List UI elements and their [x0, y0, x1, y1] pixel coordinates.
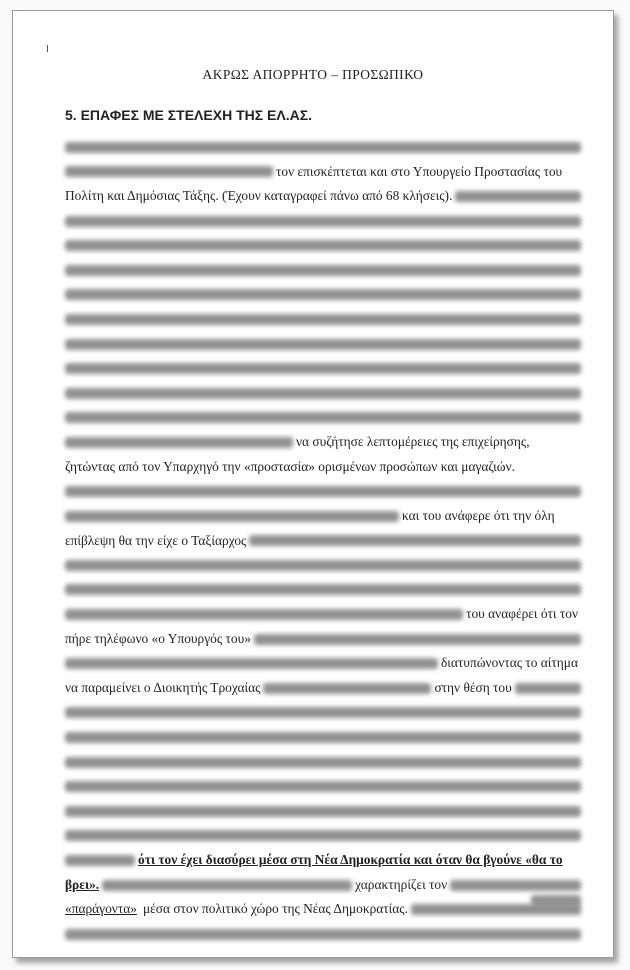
redacted-text: [65, 732, 581, 743]
text-line: [65, 750, 581, 775]
redacted-text: [65, 511, 399, 522]
text-line: [65, 873, 581, 898]
text-fragment: του αναφέρει ότι τον: [466, 606, 578, 622]
body-text: [65, 135, 581, 947]
text-line: [65, 381, 581, 406]
text-line: [65, 848, 581, 873]
text-line: [65, 553, 581, 578]
classification-header: ΑΚΡΩΣ ΑΠΟΡΡΗΤΟ – ΠΡΟΣΩΠΙΚΟ: [202, 67, 424, 82]
redacted-text: [65, 363, 581, 374]
redacted-text: [102, 880, 352, 891]
text-fragment: πήρε τηλέφωνο «ο Υπουργός του»: [65, 630, 251, 646]
underlined-text: ότι τον έχει διασύρει μέσα στη Νέα Δημοκρατία και όταν θα βγούνε «θα το: [138, 852, 563, 868]
text-line: [65, 529, 581, 554]
redacted-text: [65, 609, 463, 620]
text-line: [65, 430, 581, 455]
redacted-text: [455, 191, 581, 202]
text-line: [65, 479, 581, 504]
redacted-text: [450, 880, 581, 891]
redacted-text: [65, 142, 581, 153]
text-line: [65, 725, 581, 750]
redacted-text: [65, 855, 135, 866]
text-fragment: να παραμείνει ο Διοικητής Τροχαίας: [65, 680, 261, 696]
text-line: [65, 233, 581, 258]
text-fragment: στην θέση του: [434, 680, 512, 696]
redacted-text: [254, 634, 581, 645]
redacted-text: [65, 757, 581, 768]
text-line: [65, 922, 581, 947]
text-fragment: μέσα στον πολιτικό χώρο της Νέας Δημοκρατίας.: [142, 901, 408, 917]
text-line: [65, 406, 581, 431]
text-line: [65, 799, 581, 824]
text-fragment: ζητώντας από τον Υπαρχηγό την «προστασία» ορισμένων προσώπων και μαγαζιών.: [65, 458, 515, 474]
redacted-page-number: [531, 895, 581, 906]
text-fragment: διατυπώνοντας το αίτημα: [441, 655, 578, 671]
section-title: 5. ΕΠΑΦΕΣ ΜΕ ΣΤΕΛΕΧΗ ΤΗΣ ΕΛ.ΑΣ.: [65, 107, 312, 123]
document-page: [12, 10, 614, 958]
redacted-text: [65, 339, 581, 350]
text-fragment: επίβλεψη θα την είχε ο Ταξίαρχος: [65, 532, 247, 548]
redacted-text: [65, 830, 581, 841]
text-line: [65, 283, 581, 308]
redacted-text: [65, 437, 293, 448]
redacted-text: [65, 412, 581, 423]
text-fragment: τον επισκέπτεται και στο Υπουργείο Προστασίας του: [276, 163, 563, 179]
redacted-text: [263, 683, 431, 694]
text-line: [65, 651, 581, 676]
redacted-text: [65, 216, 581, 227]
underlined-text: «παράγοντα»: [65, 901, 137, 917]
redacted-text: [65, 584, 581, 595]
text-fragment: να συζήτησε λεπτομέρειες της επιχείρησης,: [296, 434, 530, 450]
text-fragment: και του ανάφερε ότι την όλη: [402, 507, 555, 523]
text-line: [65, 701, 581, 726]
text-line: [65, 455, 581, 480]
text-line: [65, 504, 581, 529]
redacted-text: [515, 683, 581, 694]
redacted-text: [65, 658, 438, 669]
text-line: [65, 135, 581, 160]
text-line: [65, 676, 581, 701]
text-line: [65, 602, 581, 627]
redacted-text: [65, 781, 581, 792]
text-line: [65, 774, 581, 799]
redacted-text: [65, 486, 581, 497]
redacted-text: [65, 289, 581, 300]
text-fragment: Πολίτη και Δημόσιας Τάξης. (Έχουν καταγραφεί πάνω από 68 κλήσεις).: [65, 188, 453, 204]
text-line: [65, 578, 581, 603]
redacted-text: [65, 265, 581, 276]
redacted-text: [65, 707, 581, 718]
redacted-text: [65, 560, 581, 571]
text-line: [65, 160, 581, 185]
text-line: [65, 209, 581, 234]
redacted-text: [249, 535, 581, 546]
text-line: [65, 356, 581, 381]
text-line: [65, 332, 581, 357]
redacted-text: [65, 929, 581, 940]
text-line: [65, 824, 581, 849]
text-line: [65, 627, 581, 652]
text-fragment: χαρακτηρίζει τον: [355, 876, 448, 892]
redacted-text: [65, 388, 581, 399]
underlined-text: βρει».: [65, 876, 100, 892]
redacted-text: [65, 240, 581, 251]
text-line: [65, 307, 581, 332]
text-line: [65, 258, 581, 283]
text-line: [65, 184, 581, 209]
redacted-text: [65, 314, 581, 325]
redacted-text: [65, 806, 581, 817]
corner-mark: [47, 45, 48, 52]
redacted-text: [65, 166, 273, 177]
text-line: [65, 897, 581, 922]
